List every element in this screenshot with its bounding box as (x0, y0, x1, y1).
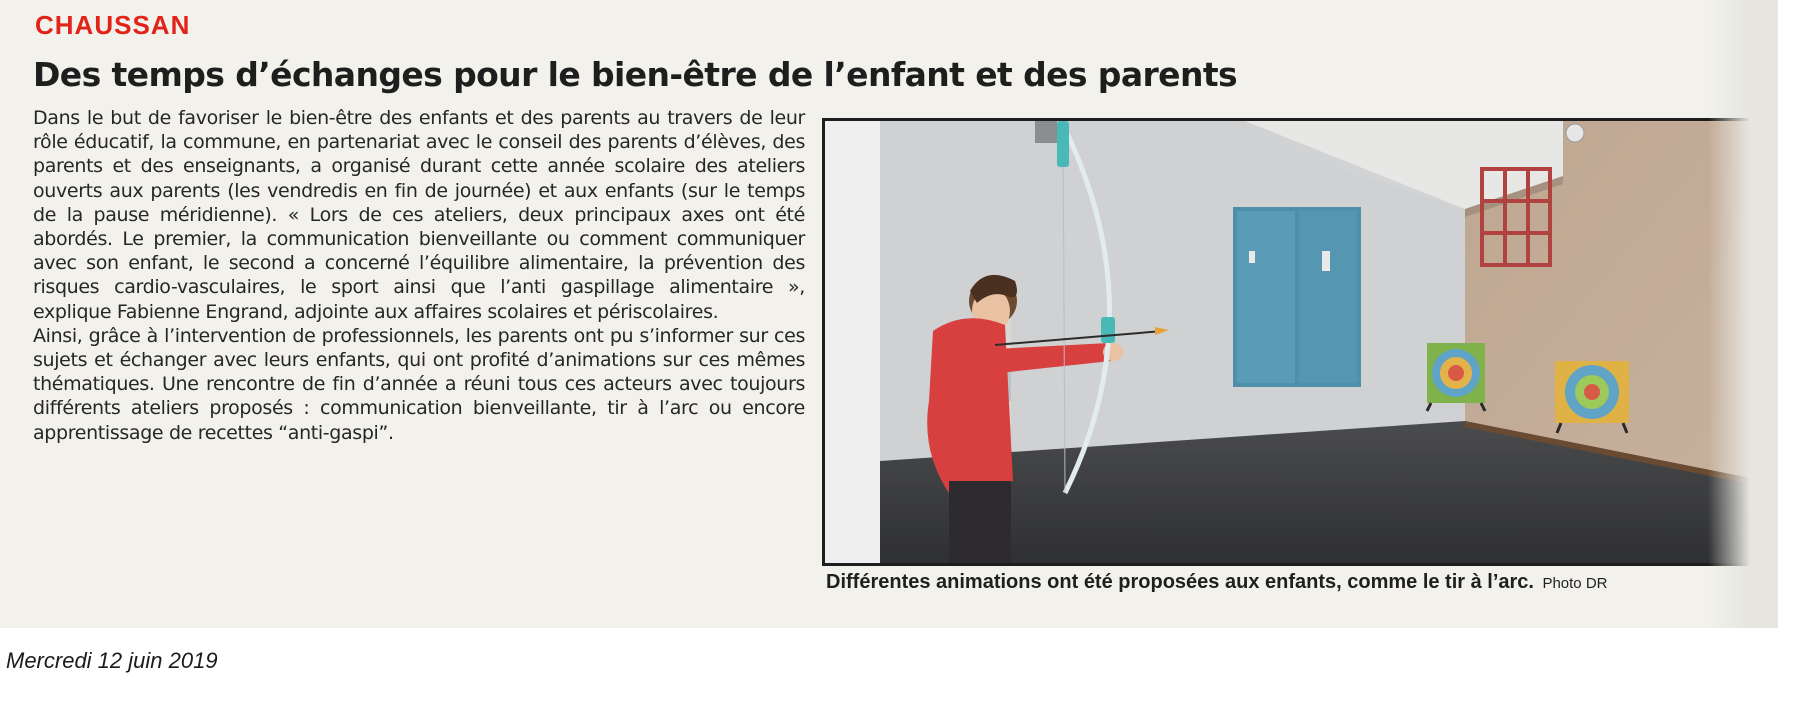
article-body (33, 106, 805, 445)
article-paragraph-1: Dans le but de favoriser le bien-être des enfants et des parents au travers de leur rôle éducatif, la commune, en partenariat avec le conseil des parents d’élèves, des parents et des enseignants, a organisé durant cette année scolaire des ateliers ouverts aux parents (les vendredis en fin de journée) et aux enfants (sur le temps de la pause méridienne). « Lors de ces ateliers, deux principaux axes ont été abordés. Le premier, la communication bienveillante ou comment communiquer avec son enfant, le second a concerné l’équilibre alimentaire, la prévention des risques cardio-vasculaires, le sport ainsi que l’anti gaspillage alimentaire », explique Fabienne Engrand, adjointe aux affaires scolaires et périscolaires. (33, 107, 805, 323)
publication-date: Mercredi 12 juin 2019 (6, 648, 218, 673)
photo-caption (826, 571, 1608, 594)
article-paragraph-2: Ainsi, grâce à l’intervention de professionnels, les parents ont pu s’informer sur ces sujets et échanger avec leurs enfants, qui ont profité d’animations sur ces mêmes thématiques. Une rencontre de fin d’année a réuni tous ces acteurs avec toujours différents ateliers proposés : communication bienveillante, tir à l’arc ou encore apprentissage de recettes “anti-gaspi”. (33, 324, 805, 444)
section-label: CHAUSSAN (35, 10, 191, 40)
article-headline: Des temps d’échanges pour le bien-être de l’enfant et des parents (33, 55, 1238, 94)
article-photo (822, 118, 1768, 566)
photo-credit: Photo DR (1542, 575, 1608, 592)
caption-text: Différentes animations ont été proposées aux enfants, comme le tir à l’arc. (826, 571, 1534, 593)
archery-photo-image (825, 121, 1765, 563)
